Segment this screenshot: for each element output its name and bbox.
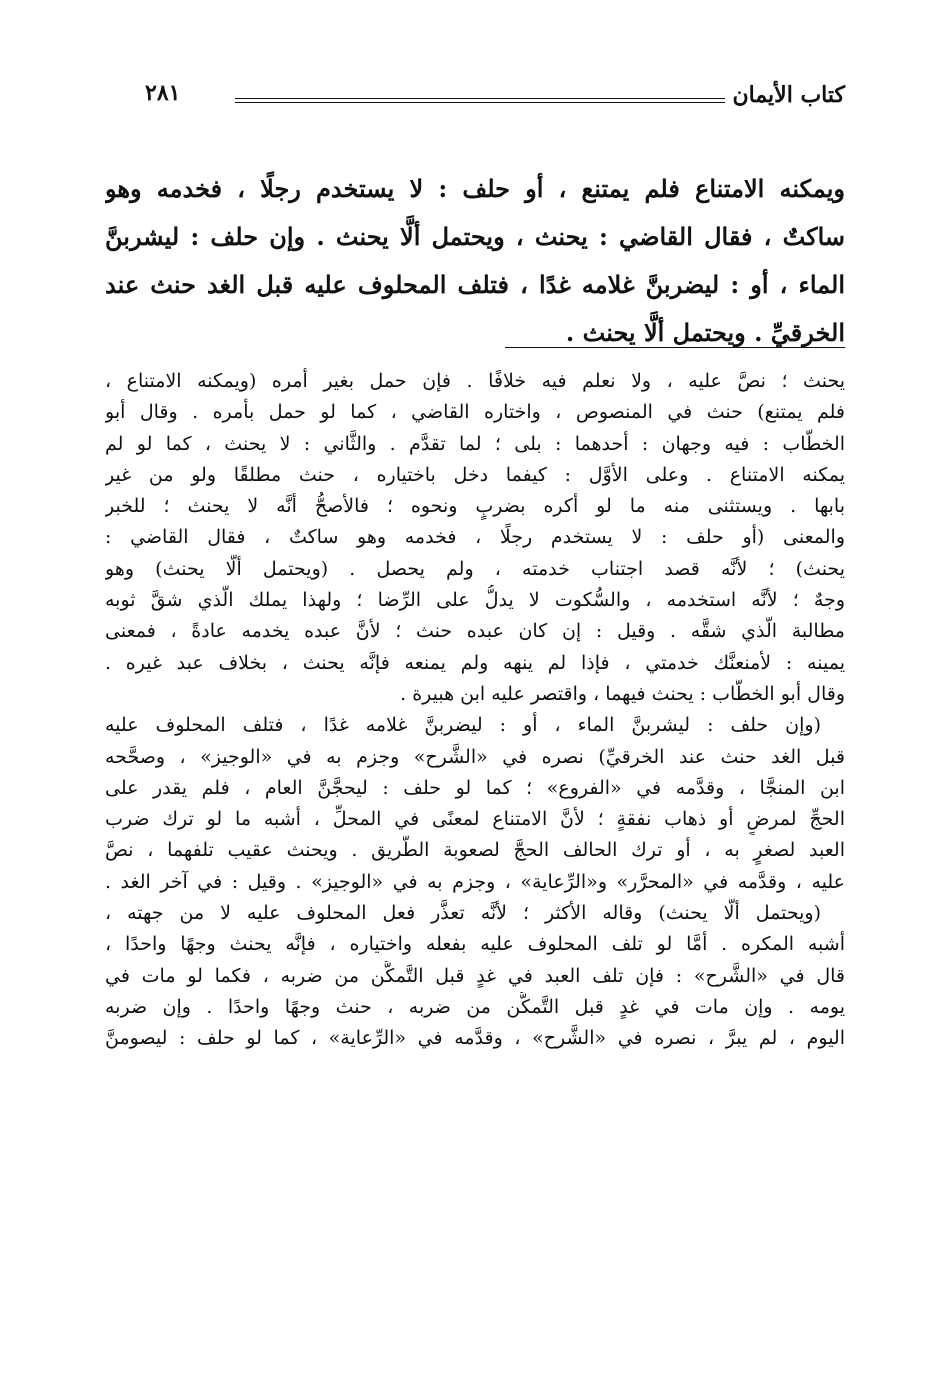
matn-line: الخرقيِّ . ويحتمل ألَّا يحنث . xyxy=(565,318,845,347)
sharh-line: يحنث ؛ نصَّ عليه ، ولا نعلم فيه خلافًا . فإن حمل بغير أمره (ويمكنه الامتناع ، xyxy=(105,370,845,392)
sharh-line: الحجِّ لمرضٍ أو ذهاب نفقةٍ ؛ لأنَّ الامتناع لمعنًى في المحلِّ ، أشبه ما لو ترك ضرب xyxy=(105,808,845,831)
page-number: ٢٨١ xyxy=(145,80,181,106)
sharh-line: (وإن حلف : ليشربنَّ الماء ، أو : ليضربنَّ غلامه غدًا ، فتلف المحلوف عليه xyxy=(105,714,821,737)
sharh-line: أشبه المكره . أمَّا لو تلف المحلوف عليه بفعله واختياره ، فإنَّه يحنث وجهًا واحدًا ، xyxy=(105,933,845,956)
matn-line: ساكتٌ ، فقال القاضي : يحنث ، ويحتمل ألَّا يحنث . وإن حلف : ليشربنَّ xyxy=(105,222,845,251)
sharh-line: وجهٌ ؛ لأنَّه استخدمه ، والسُّكوت لا يدلُّ على الرِّضا ؛ ولهذا يملك الَّذي شقَّ ثوبه xyxy=(105,589,845,612)
sharh-line: وقال أبو الخطَّاب : يحنث فيهما ، واقتصر عليه ابن هبيرة . xyxy=(400,682,845,705)
page-header xyxy=(145,78,845,118)
sharh-line: اليوم ، لم يبرَّ ، نصره في «الشَّرح» ، وقدَّمه في «الرِّعاية» ، كما لو حلف : ليصومنَّ xyxy=(105,1027,845,1050)
sharh-line: عليه ، وقدَّمه في «المحرَّر» و«الرِّعاية» ، وجزم به في «الوجيز» . وقيل : في آخر الغد . xyxy=(105,870,845,893)
matn-line: الماء ، أو : ليضربنَّ غلامه غدًا ، فتلف المحلوف عليه قبل الغد حنث عند xyxy=(105,270,845,299)
matn-text xyxy=(105,165,845,357)
sharh-line: قال في «الشَّرح» : فإن تلف العبد في غدٍ قبل التَّمكُّن من ضربه ، فكما لو مات في xyxy=(105,964,845,987)
sharh-line: مطالبة الَّذي شقَّه . وقيل : إن كان عبده حنث ؛ لأنَّ عبده يخدمه عادةً ، فمعنى xyxy=(105,620,845,643)
sharh-line: (ويحتمل ألَّا يحنث) وقاله الأكثر ؛ لأنَّه تعذَّر فعل المحلوف عليه لا من جهته ، xyxy=(105,902,821,925)
sharh-line: الخطَّاب : فيه وجهان : أحدهما : بلى ؛ لما تقدَّم . والثَّاني : لا يحنث ، كما لو لم xyxy=(105,432,845,455)
sharh-line: والمعنى (أو حلف : لا يستخدم رجلًا ، فخدمه وهو ساكتٌ ، فقال القاضي : xyxy=(105,526,845,549)
matn-line: ويمكنه الامتناع فلم يمتنع ، أو حلف : لا يستخدم رجلًا ، فخدمه وهو xyxy=(105,174,845,203)
sharh-line: بابها . ويستثنى منه ما لو أكره بضربٍ ونحوه ؛ فالأصحُّ أنَّه لا يحنث ؛ للخبر xyxy=(105,495,845,518)
sharh-line: يومه . وإن مات في غدٍ قبل التَّمكُّن من ضربه ، حنث وجهًا واحدًا . وإن ضربه xyxy=(105,995,845,1018)
sharh-line: ابن المنجَّا ، وقدَّمه في «الفروع» ؛ كما لو حلف : ليحجَّنَّ العام ، فلم يقدر على xyxy=(105,776,845,799)
sharh-line: يمكنه الامتناع . وعلى الأوَّل : كيفما دخل باختياره ، حنث مطلقًا ولو من غير xyxy=(105,463,845,486)
sharh-line: يحنث) ؛ لأنَّه قصد اجتناب خدمته ، ولم يحصل . (ويحتمل ألَّا يحنث) وهو xyxy=(105,557,845,580)
header-rule xyxy=(235,98,725,99)
running-title: كتاب الأيمان xyxy=(732,82,845,108)
sharh-line: فلم يمتنع) حنث في المنصوص ، واختاره القاضي ، كما لو حمل بأمره . وقال أبو xyxy=(105,401,845,424)
sharh-line: يمينه : لأمنعنَّك خدمتي ، فإذا لم ينهه ولم يمنعه فإنَّه يحنث ، بخلاف عبد غيره . xyxy=(105,651,845,674)
matn-separator-rule xyxy=(505,347,845,348)
sharh-commentary xyxy=(105,366,845,1055)
sharh-line: العبد لصغرٍ به ، أو ترك الحالف الحجَّ لصعوبة الطَّريق . ويحنث عقيب تلفهما ، نصَّ xyxy=(105,839,845,862)
sharh-line: قبل الغد حنث عند الخرقيِّ) نصره في «الشَّرح» وجزم به في «الوجيز» ، وصحَّحه xyxy=(105,745,845,768)
